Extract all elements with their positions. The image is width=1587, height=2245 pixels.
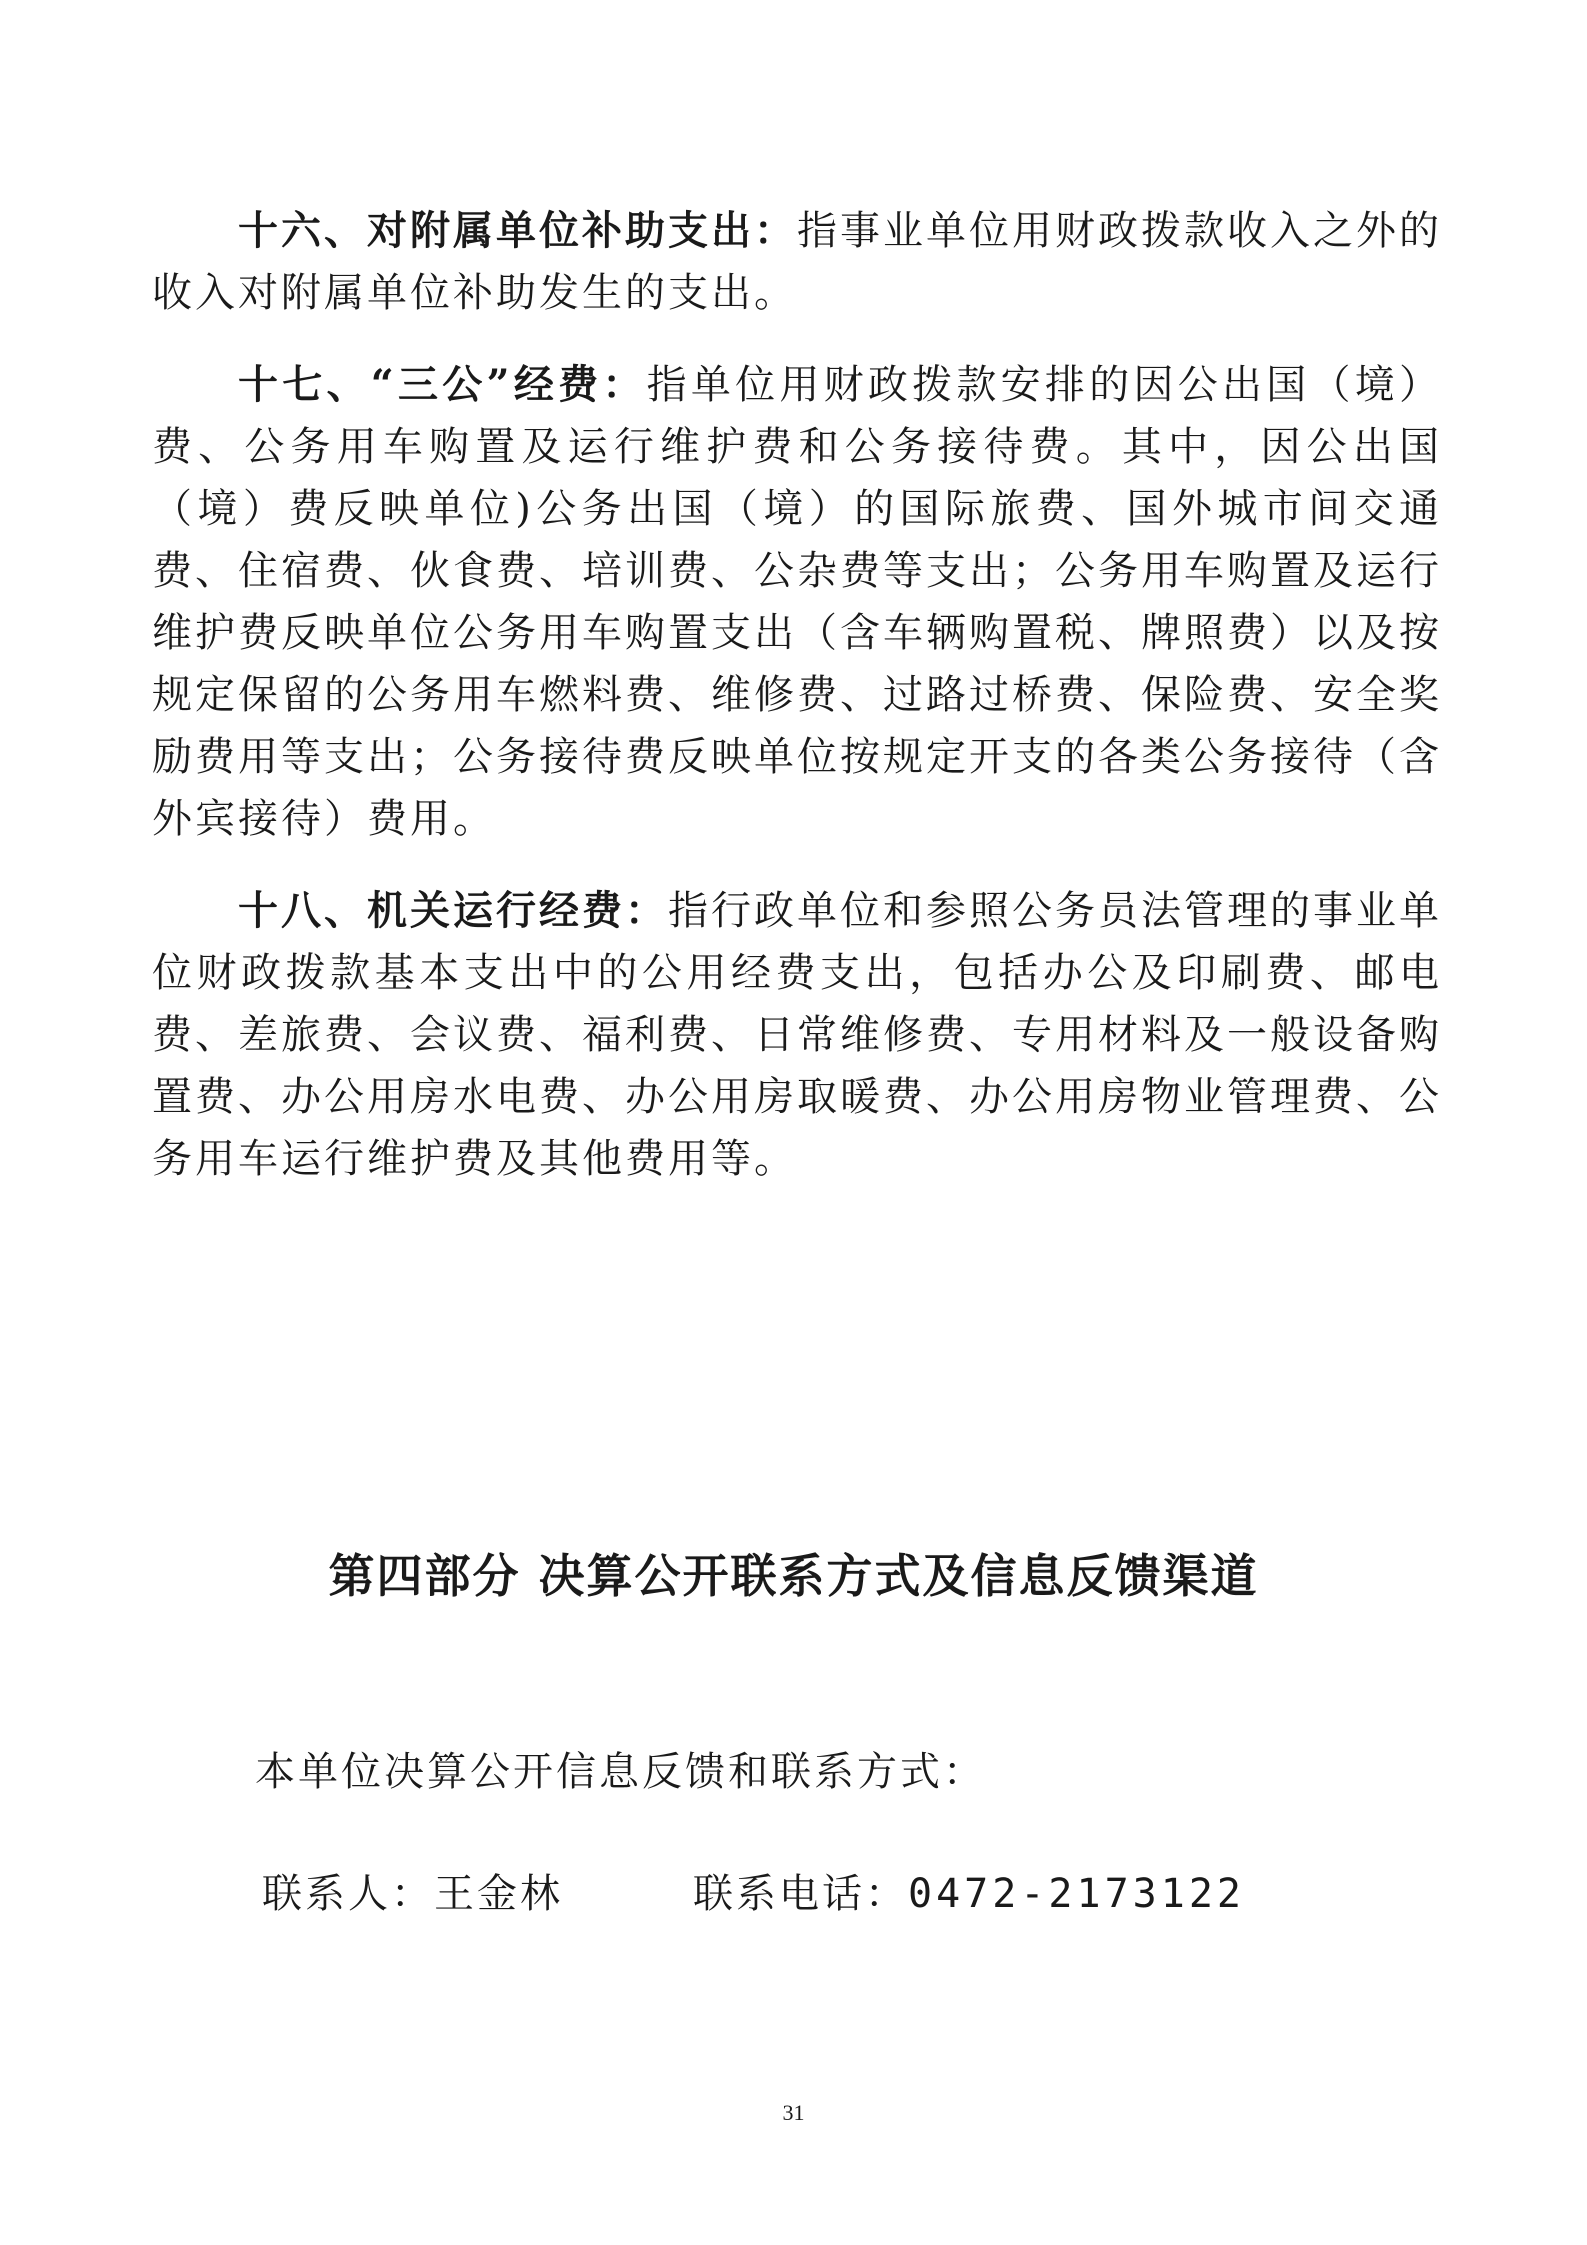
glossary-definition: 指行政单位和参照公务员法管理的事业单位财政拨款基本支出中的公用经费支出，包括办公及印刷费、邮电费、差旅费、会议费、福利费、日常维修费、专用材料及一般设备购置费、办公用房水电费、办公用房取暖费、办公用房物业管理费、公务用车运行维护费及其他费用等。 bbox=[152, 888, 1442, 1182]
contact-person-label: 联系人： bbox=[262, 1871, 434, 1917]
glossary-definition: 指单位用财政拨款安排的因公出国（境）费、公务用车购置及运行维护费和公务接待费。其中，因公出国（境）费反映单位)公务出国（境）的国际旅费、国外城市间交通费、住宿费、伙食费、培训费、公杂费等支出；公务用车购置及运行维护费反映单位公务用车购置支出（含车辆购置税、牌照费）以及按规定保留的公务用车燃料费、维修费、过路过桥费、保险费、安全奖励费用等支出；公务接待费反映单位按规定开支的各类公务接待（含外宾接待）费用。 bbox=[152, 362, 1443, 842]
contact-person bbox=[262, 1862, 563, 1919]
glossary-paragraph-18 bbox=[152, 880, 1442, 1190]
contact-phone bbox=[693, 1862, 1245, 1919]
glossary-definition: 指事业单位用财政拨款收入之外的收入对附属单位补助发生的支出。 bbox=[152, 208, 1442, 316]
section-title: 第四部分 决算公开联系方式及信息反馈渠道 bbox=[328, 1549, 1259, 1603]
glossary-term: 十六、对附属单位补助支出： bbox=[238, 207, 797, 254]
glossary-paragraph-16 bbox=[152, 200, 1442, 324]
contact-phone-number: 0472-2173122 bbox=[908, 1871, 1245, 1917]
contact-intro: 本单位决算公开信息反馈和联系方式： bbox=[255, 1749, 986, 1795]
contact-phone-label: 联系电话： bbox=[693, 1871, 908, 1917]
glossary-term: 十八、机关运行经费： bbox=[238, 887, 668, 934]
glossary-content bbox=[152, 200, 1442, 1190]
glossary-paragraph-17 bbox=[152, 354, 1442, 850]
contact-person-name: 王金林 bbox=[434, 1871, 563, 1917]
glossary-term: 十七、“三公”经费： bbox=[238, 361, 647, 408]
contact-line bbox=[262, 1862, 1245, 1919]
page-number: 31 bbox=[782, 2100, 805, 2125]
